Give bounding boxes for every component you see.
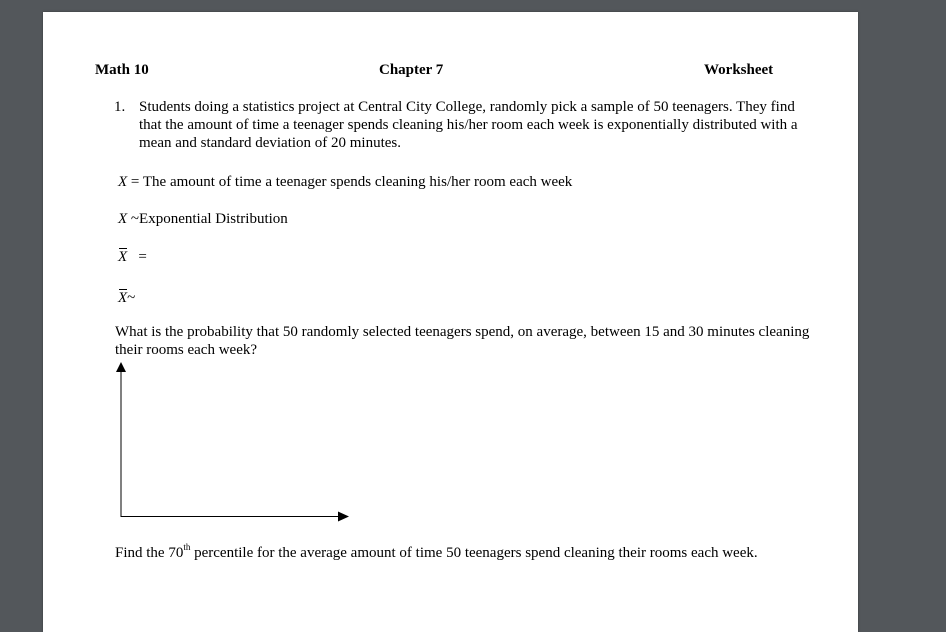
header-worksheet: Worksheet — [704, 62, 774, 78]
vertical-axis-arrow-icon — [116, 362, 126, 372]
xbar-distribution-line — [118, 289, 135, 307]
probability-question: What is the probability that 50 randomly selected teenagers spend, on average, between 15 and 30 minutes cleaning their rooms each week? — [115, 324, 810, 358]
header-course: Math 10 — [95, 62, 149, 78]
blank-graph-axes — [113, 362, 358, 522]
xbar-symbol-2: X — [118, 290, 128, 306]
x-distribution — [118, 210, 288, 228]
header-chapter: Chapter 7 — [379, 62, 444, 78]
xbar-symbol: X — [118, 249, 128, 265]
tilde: ~ — [130, 211, 140, 227]
x-symbol: X — [118, 174, 128, 190]
percentile-suffix: percentile for the average amount of time 50 teenagers spend cleaning their rooms each week. — [190, 545, 758, 561]
x-symbol-2: X — [118, 211, 128, 227]
percentile-question — [115, 544, 758, 562]
x-definition-text: The amount of time a teenager spends cleaning his/her room each week — [142, 174, 573, 190]
problem-text: Students doing a statistics project at Central City College, randomly pick a sample of 50 teenagers. They find that the amount of time a teenager spends cleaning his/her room each week is exponentially distributed with a mean and standard deviation of 20 minutes. — [139, 99, 798, 151]
xbar-equals-line — [118, 248, 147, 266]
horizontal-axis-arrow-icon — [338, 512, 349, 522]
problem-number: 1. — [114, 99, 126, 115]
percentile-prefix: Find the 70 — [115, 545, 184, 561]
xbar-tilde: ~ — [127, 290, 136, 306]
x-definition — [118, 173, 572, 191]
percentile-superscript: th — [183, 542, 191, 552]
worksheet-page — [43, 12, 858, 632]
x-equals: = — [130, 174, 140, 190]
x-distribution-text: Exponential Distribution — [139, 211, 288, 227]
xbar-equals: = — [138, 249, 147, 265]
